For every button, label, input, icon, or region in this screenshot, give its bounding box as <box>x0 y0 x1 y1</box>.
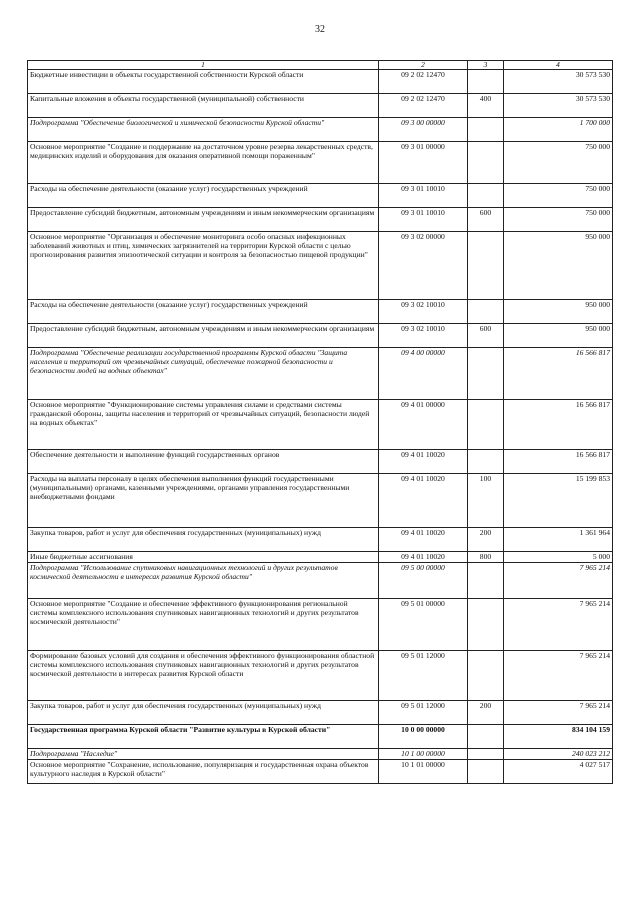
row-expense-type: 400 <box>468 94 504 118</box>
row-expense-type <box>468 725 504 749</box>
header-col-1: 1 <box>28 61 379 70</box>
row-amount: 834 104 159 <box>504 725 613 749</box>
table-row <box>28 118 613 142</box>
row-code: 09 5 00 00000 <box>379 563 468 599</box>
row-description: Основное мероприятие "Функционирование системы управления силами и средствами системы гражданской обороны, защиты населения и территорий от чрезвычайных ситуаций, безопасности людей на водных объектах" <box>28 400 379 450</box>
row-description: Формирование базовых условий для создания и обеспечения эффективного функционирования областной системы комплексного использования спутниковых навигационных технологий и других результатов космической деятельности в интересах развития Курской области <box>28 651 379 701</box>
row-amount: 16 566 817 <box>504 450 613 474</box>
row-amount: 750 000 <box>504 208 613 232</box>
row-code: 09 4 01 10020 <box>379 528 468 552</box>
row-expense-type: 600 <box>468 324 504 348</box>
row-description: Основное мероприятие "Сохранение, использование, популяризация и государственная охрана объектов культурного наследия в Курской области" <box>28 760 379 784</box>
row-description: Государственная программа Курской области "Развитие культуры в Курской области" <box>28 725 379 749</box>
table-header-row <box>28 61 613 70</box>
row-description: Подпрограмма "Обеспечение биологической и химической безопасности Курской области" <box>28 118 379 142</box>
row-expense-type <box>468 70 504 94</box>
row-expense-type <box>468 760 504 784</box>
row-expense-type <box>468 184 504 208</box>
row-expense-type: 200 <box>468 528 504 552</box>
row-code: 09 4 01 10020 <box>379 474 468 528</box>
row-expense-type <box>468 300 504 324</box>
row-amount: 7 965 214 <box>504 599 613 651</box>
table-row <box>28 142 613 184</box>
row-code: 09 2 02 12470 <box>379 94 468 118</box>
row-description: Подпрограмма "Обеспечение реализации государственной программы Курской области "Защита населения и территорий от чрезвычайных ситуаций, обеспечение пожарной безопасности и безопасности людей на водных объектах" <box>28 348 379 400</box>
row-amount: 240 023 212 <box>504 749 613 760</box>
table-row <box>28 232 613 300</box>
row-description: Подпрограмма "Использование спутниковых навигационных технологий и других результатов космической деятельности в интересах развития Курской области" <box>28 563 379 599</box>
table-row <box>28 528 613 552</box>
table-row <box>28 725 613 749</box>
row-amount: 16 566 817 <box>504 400 613 450</box>
row-expense-type: 200 <box>468 701 504 725</box>
row-code: 09 4 01 00000 <box>379 400 468 450</box>
row-code: 09 3 01 00000 <box>379 142 468 184</box>
row-code: 09 4 00 00000 <box>379 348 468 400</box>
row-expense-type <box>468 599 504 651</box>
row-code: 09 3 02 10010 <box>379 300 468 324</box>
row-code: 09 4 01 10020 <box>379 450 468 474</box>
row-amount: 950 000 <box>504 300 613 324</box>
row-amount: 1 700 000 <box>504 118 613 142</box>
row-description: Основное мероприятие "Создание и обеспечение эффективного функционирования региональной системы комплексного использования спутниковых навигационных технологий и других результатов космической деятельности" <box>28 599 379 651</box>
table-row <box>28 300 613 324</box>
row-amount: 7 965 214 <box>504 563 613 599</box>
row-expense-type <box>468 651 504 701</box>
row-description: Расходы на обеспечение деятельности (оказание услуг) государственных учреждений <box>28 300 379 324</box>
row-amount: 7 965 214 <box>504 701 613 725</box>
row-expense-type <box>468 749 504 760</box>
row-code: 10 0 00 00000 <box>379 725 468 749</box>
row-description: Расходы на выплаты персоналу в целях обеспечения выполнения функций государственными (муниципальными) органами, казенными учреждениями, органами управления государственными внебюджетными фондами <box>28 474 379 528</box>
row-amount: 15 199 853 <box>504 474 613 528</box>
row-expense-type: 100 <box>468 474 504 528</box>
row-amount: 750 000 <box>504 142 613 184</box>
row-amount: 7 965 214 <box>504 651 613 701</box>
table-row <box>28 450 613 474</box>
row-description: Основное мероприятие "Создание и поддержание на достаточном уровне резерва лекарственных средств, медицинских изделий и оборудования для оказания оперативной помощи пораженным" <box>28 142 379 184</box>
table-row <box>28 348 613 400</box>
row-expense-type <box>468 118 504 142</box>
row-amount: 30 573 530 <box>504 94 613 118</box>
row-description: Закупка товаров, работ и услуг для обеспечения государственных (муниципальных) нужд <box>28 528 379 552</box>
header-col-2: 2 <box>379 61 468 70</box>
header-col-3: 3 <box>468 61 504 70</box>
table-row <box>28 324 613 348</box>
table-row <box>28 599 613 651</box>
row-expense-type <box>468 450 504 474</box>
table-row <box>28 563 613 599</box>
row-expense-type <box>468 400 504 450</box>
row-code: 09 3 01 10010 <box>379 208 468 232</box>
row-description: Бюджетные инвестиции в объекты государственной собственности Курской области <box>28 70 379 94</box>
table-row <box>28 208 613 232</box>
row-code: 10 1 00 00000 <box>379 749 468 760</box>
table-row <box>28 749 613 760</box>
row-description: Предоставление субсидий бюджетным, автономным учреждениям и иным некоммерческим организациям <box>28 324 379 348</box>
table-row <box>28 552 613 563</box>
row-expense-type <box>468 348 504 400</box>
row-code: 09 3 00 00000 <box>379 118 468 142</box>
table-row <box>28 760 613 784</box>
table-row <box>28 184 613 208</box>
row-expense-type: 600 <box>468 208 504 232</box>
row-amount: 950 000 <box>504 324 613 348</box>
table-row <box>28 94 613 118</box>
row-description: Капитальные вложения в объекты государственной (муниципальной) собственности <box>28 94 379 118</box>
row-description: Основное мероприятие "Организация и обеспечение мониторинга особо опасных инфекционных заболеваний животных и птиц, химических загрязнителей на территории Курской области с целью прогнозирования развития эпизоотической ситуации и контроля за безопасностью пищевой продукции" <box>28 232 379 300</box>
table-row <box>28 400 613 450</box>
row-description: Иные бюджетные ассигнования <box>28 552 379 563</box>
row-expense-type <box>468 232 504 300</box>
row-amount: 750 000 <box>504 184 613 208</box>
row-description: Закупка товаров, работ и услуг для обеспечения государственных (муниципальных) нужд <box>28 701 379 725</box>
row-expense-type: 800 <box>468 552 504 563</box>
row-description: Обеспечение деятельности и выполнение функций государственных органов <box>28 450 379 474</box>
page-number: 32 <box>315 24 325 35</box>
row-code: 10 1 01 00000 <box>379 760 468 784</box>
row-expense-type <box>468 142 504 184</box>
row-amount: 950 000 <box>504 232 613 300</box>
row-code: 09 2 02 12470 <box>379 70 468 94</box>
table-row <box>28 651 613 701</box>
table-row <box>28 474 613 528</box>
row-code: 09 5 01 12000 <box>379 651 468 701</box>
row-description: Предоставление субсидий бюджетным, автономным учреждениям и иным некоммерческим организациям <box>28 208 379 232</box>
row-amount: 5 000 <box>504 552 613 563</box>
row-code: 09 5 01 12000 <box>379 701 468 725</box>
row-code: 09 5 01 00000 <box>379 599 468 651</box>
row-amount: 16 566 817 <box>504 348 613 400</box>
row-code: 09 3 02 00000 <box>379 232 468 300</box>
row-code: 09 3 01 10010 <box>379 184 468 208</box>
header-col-4: 4 <box>504 61 613 70</box>
budget-table <box>27 60 613 784</box>
row-amount: 1 361 964 <box>504 528 613 552</box>
row-description: Подпрограмма "Наследие" <box>28 749 379 760</box>
table-row <box>28 701 613 725</box>
table-row <box>28 70 613 94</box>
row-amount: 4 027 517 <box>504 760 613 784</box>
row-code: 09 3 02 10010 <box>379 324 468 348</box>
row-amount: 30 573 530 <box>504 70 613 94</box>
row-description: Расходы на обеспечение деятельности (оказание услуг) государственных учреждений <box>28 184 379 208</box>
row-code: 09 4 01 10020 <box>379 552 468 563</box>
row-expense-type <box>468 563 504 599</box>
